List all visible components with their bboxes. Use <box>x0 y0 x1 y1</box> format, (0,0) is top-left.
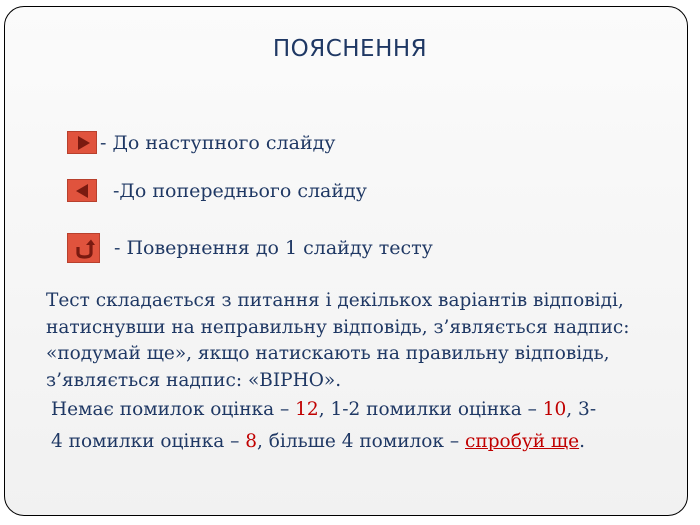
paragraph-line: Тест складається з питання і декількох варіантів відповіді, <box>46 290 624 311</box>
grading-text <box>51 394 671 458</box>
play-left-icon <box>76 184 88 198</box>
grade-10: 10 <box>542 399 567 420</box>
grading-line-1 <box>51 394 671 426</box>
first-slide-button[interactable] <box>67 233 100 263</box>
grade-12: 12 <box>295 399 319 420</box>
paragraph-line: «подумай ще», якщо натискають на правильну відповідь, <box>46 343 610 364</box>
legend-next <box>67 131 336 154</box>
grading-text-part: , 1-2 помилки оцінка – <box>318 399 543 420</box>
paragraph-line: з’являється надпис: «ВІРНО». <box>46 369 342 391</box>
grading-line-2 <box>51 426 671 458</box>
legend-prev-label: -До попереднього слайду <box>113 179 367 202</box>
paragraph-line: натиснувши на неправильну відповідь, з’являється надпис: <box>46 316 630 338</box>
grading-text-part: , більше 4 помилок – <box>257 431 466 452</box>
next-slide-button[interactable] <box>67 131 97 154</box>
play-right-icon <box>78 136 90 150</box>
grading-text-part: , 3- <box>566 399 597 420</box>
grading-text-end: . <box>579 431 585 452</box>
legend-next-label: - До наступного слайду <box>100 131 336 154</box>
grading-text-part: Немає помилок оцінка – <box>51 399 296 420</box>
prev-slide-button[interactable] <box>67 179 97 202</box>
page-title: ПОЯСНЕННЯ <box>272 36 428 62</box>
return-arrow-icon <box>74 238 95 259</box>
grading-text-part: 4 помилки оцінка – <box>51 431 246 452</box>
grade-8: 8 <box>245 431 258 452</box>
try-again-link[interactable]: спробуй ще <box>465 431 580 452</box>
instructions-paragraph <box>46 288 666 394</box>
legend-home-label: - Повернення до 1 слайду тесту <box>114 237 433 259</box>
legend-prev <box>67 179 367 202</box>
legend-home <box>67 233 433 263</box>
